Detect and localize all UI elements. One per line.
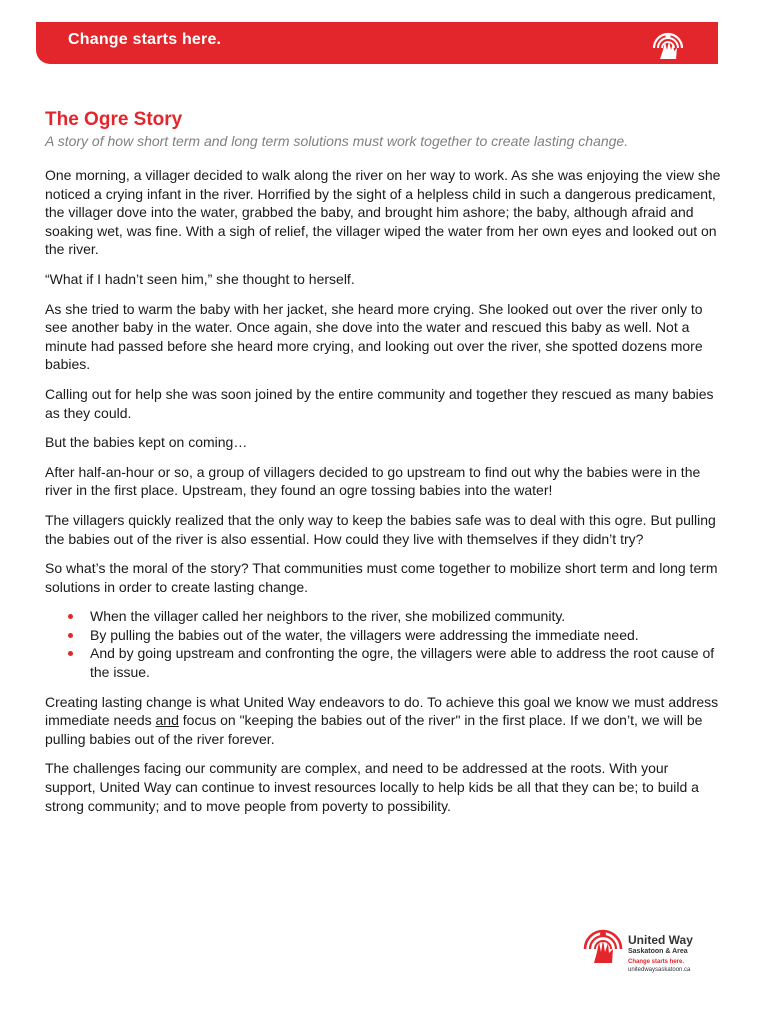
header-tagline: Change starts here. xyxy=(68,31,222,48)
story-paragraph-4: Calling out for help she was soon joined by the entire community and together they rescued as many babies as they could. xyxy=(45,385,714,421)
footer-brand-area: Saskatoon & Area xyxy=(628,948,688,955)
underlined-word: and xyxy=(155,712,179,729)
bullet-dot-icon xyxy=(68,614,73,619)
bullet-dot-icon xyxy=(68,651,73,656)
list-item xyxy=(45,644,721,681)
story-paragraph-1: One morning, a villager decided to walk along the river on her way to work. As she was enjoying the view she noticed a crying infant in the river. Horrified by the sight of a helpless child in such a dangerous predicament, the villager dove into the water, grabbed the baby, and brought him ashore; the baby, although afraid and soaking wet, was fine. With a sigh of relief, the villager wiped the water from her own eyes and looked out on the river. xyxy=(45,167,721,258)
story-paragraph-8: So what’s the moral of the story? That communities must come together to mobilize short term and long term solutions in order to create lasting change. xyxy=(45,560,718,595)
united-way-hand-rainbow-icon xyxy=(650,28,686,60)
list-item-text: When the villager called her neighbors to the river, she mobilized community. xyxy=(90,608,566,625)
footer-brand-url: unitedwaysaskatoon.ca xyxy=(628,967,691,973)
list-item-text: By pulling the babies out of the water, the villagers were addressing the immediate need. xyxy=(90,626,639,643)
list-item xyxy=(45,626,721,645)
document-body xyxy=(45,108,721,826)
story-paragraph-6: After half-an-hour or so, a group of villagers decided to go upstream to find out why the babies were in the river in the first place. Upstream, they found an ogre tossing babies into the water! xyxy=(45,463,701,499)
story-paragraph-3: As she tried to warm the baby with her jacket, she heard more crying. She looked out over the river only to see another baby in the water. Once again, she dove into the water and rescued this baby as well. Not a minute had passed before she heard more crying, and looking out over the river, she spotted dozens more babies. xyxy=(45,300,703,373)
page-subtitle: A story of how short term and long term solutions must work together to create lasting change. xyxy=(45,133,629,149)
header-banner xyxy=(36,22,718,64)
moral-bullet-list xyxy=(45,607,721,681)
footer-brand-tagline: Change starts here. xyxy=(628,959,685,965)
bullet-dot-icon xyxy=(68,633,73,638)
list-item xyxy=(45,607,721,626)
footer-brand-name: United Way xyxy=(628,933,693,947)
closing-text-end: focus on "keeping the babies out of the river" in the first place. If we don’t, we will be pulling babies out of the river forever. xyxy=(45,712,703,747)
story-paragraph-2: “What if I hadn’t seen him,” she thought to herself. xyxy=(45,270,355,287)
story-paragraph-5: But the babies kept on coming… xyxy=(45,434,248,451)
list-item-text: And by going upstream and confronting the ogre, the villagers were able to address the root cause of the issue. xyxy=(90,645,715,681)
page-title: The Ogre Story xyxy=(45,109,183,130)
closing-paragraph-1 xyxy=(45,693,721,749)
story-paragraph-7: The villagers quickly realized that the only way to keep the babies safe was to deal with this ogre. But pulling the babies out of the river is also essential. How could they live with themselves if they didn’t try? xyxy=(45,511,716,547)
united-way-hand-rainbow-icon xyxy=(582,922,624,964)
footer-logo xyxy=(582,920,722,982)
closing-paragraph-2: The challenges facing our community are complex, and need to be addressed at the roots. With your support, United Way can continue to invest resources locally to help kids be all that they can be; to build a strong community; and to move people from poverty to possibility. xyxy=(45,760,699,814)
closing-text-start: Creating lasting change is what United Way endeavors to do. To achieve this goal we know we must address immediate needs xyxy=(45,693,719,729)
